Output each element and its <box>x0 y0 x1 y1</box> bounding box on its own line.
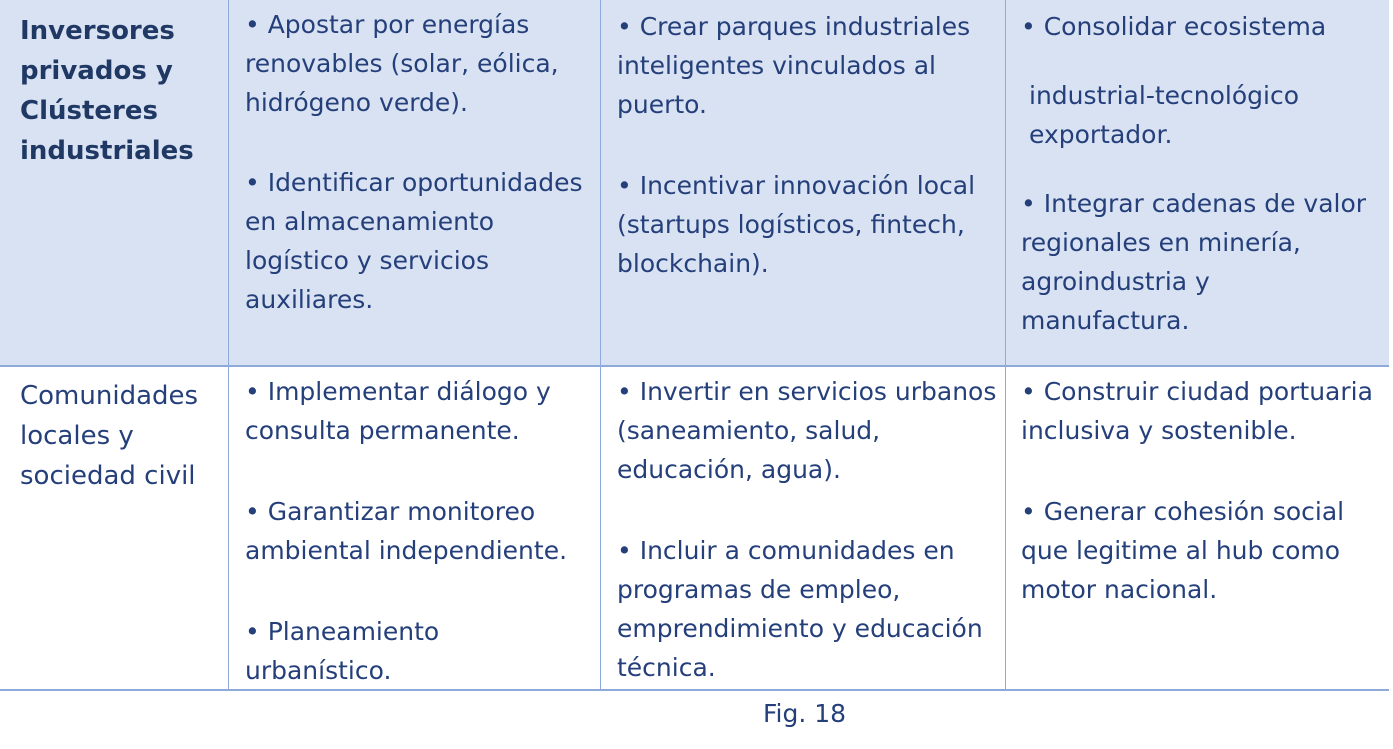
list-item: • Invertir en servicios urbanos (saneamiento, salud, educación, agua). <box>617 377 997 484</box>
cell-investors-col3 <box>1021 7 1381 340</box>
list-item: • Incentivar innovación local (startups logísticos, fintech, blockchain). <box>617 171 976 278</box>
row-divider <box>0 365 1389 367</box>
row-label-investors: Inversores privados y Clústeres industriales <box>20 16 194 166</box>
list-item: • Consolidar ecosistema <box>1021 12 1327 41</box>
cell-investors-col1 <box>245 5 590 319</box>
list-item: • Generar cohesión social que legitime al hub como motor nacional. <box>1021 497 1345 604</box>
list-item: • Identificar oportunidades en almacenamiento logístico y servicios auxiliares. <box>245 168 583 314</box>
column-divider <box>600 0 601 690</box>
column-divider <box>1005 0 1006 690</box>
cell-communities-col2 <box>617 372 997 687</box>
figure-caption: Fig. 18 <box>762 699 847 728</box>
list-item: • Apostar por energías renovables (solar, eólica, hidrógeno verde). <box>245 10 559 117</box>
list-item: • Implementar diálogo y consulta permanente. <box>245 377 551 445</box>
row-label-communities: Comunidades locales y sociedad civil <box>20 381 199 491</box>
list-item: • Integrar cadenas de valor regionales en minería, agroindustria y manufactura. <box>1021 189 1367 335</box>
table-bottom-border <box>0 689 1389 691</box>
list-item: • Crear parques industriales inteligentes vinculados al puerto. <box>617 12 971 119</box>
column-divider <box>228 0 229 690</box>
list-item: • Planeamiento urbanístico. <box>245 617 440 685</box>
list-item: • Construir ciudad portuaria inclusiva y sostenible. <box>1021 377 1373 445</box>
cell-investors-col2 <box>617 7 992 283</box>
list-item: • Incluir a comunidades en programas de empleo, emprendimiento y educación técnica. <box>617 536 983 682</box>
cell-communities-col3 <box>1021 372 1376 609</box>
list-item: industrial-tecnológico exportador. <box>1029 81 1300 149</box>
list-item: • Garantizar monitoreo ambiental independiente. <box>245 497 568 565</box>
cell-communities-col1 <box>245 372 590 690</box>
